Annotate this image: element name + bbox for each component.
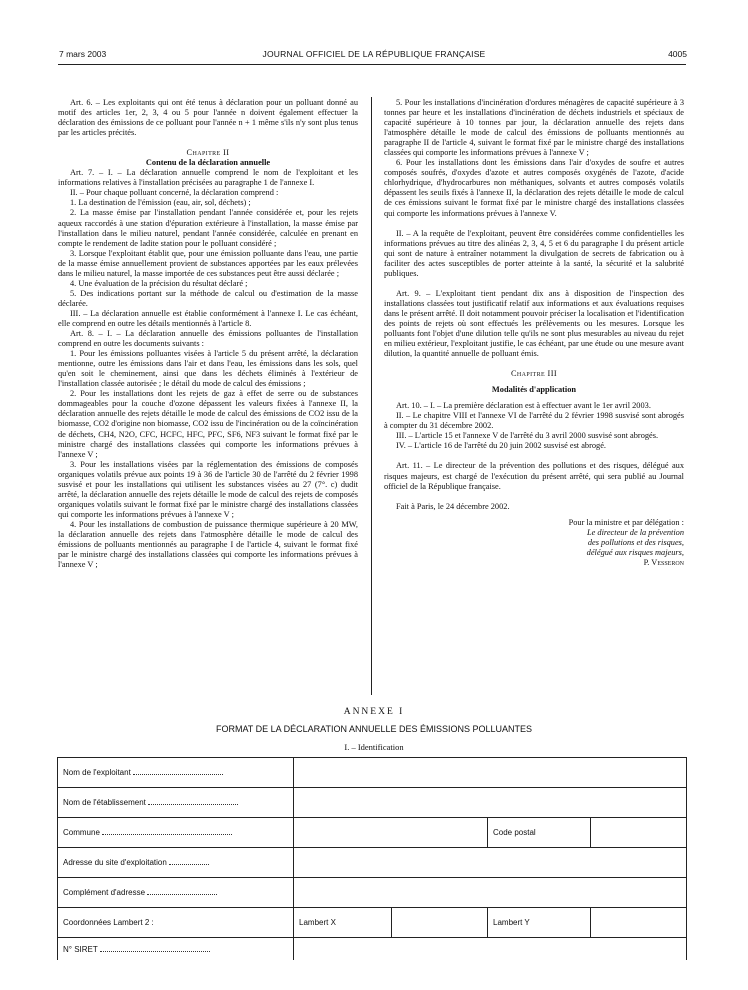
coordonnees-label: Coordonnées Lambert 2 : xyxy=(58,908,294,938)
article-10-iv: IV. – L'article 16 de l'arrêté du 20 juin 2002 susvisé est abrogé. xyxy=(396,441,607,451)
identification-form xyxy=(57,757,687,960)
article-8-i-6: 6. Pour les installations dont les émissions dans l'air d'oxydes de soufre et autres composés soufrés, d'oxydes d'azote et autres composés oxygénés de l'azote, d'acide chlorhydrique, d'hydrocarbures non méthaniques, solvants et autres composés volatils dépassent les seuils fixés à l'annexe II, la déclaration des rejets détaille le mode de calcul de ces émissions suivant le format fixé par le ministre chargé des installations classées qui comporte les informations prévues à l'annexe V. xyxy=(384,158,684,218)
article-11: Art. 11. – Le directeur de la prévention des pollutions et des risques, délégué aux risques majeurs, est chargé de l'exécution du présent arrêté, qui sera publié au Journal officiel de la République française. xyxy=(384,461,684,491)
siret-label: N° SIRET xyxy=(63,944,98,954)
signature-date: Fait à Paris, le 24 décembre 2002. xyxy=(396,501,510,511)
page-header xyxy=(0,49,748,63)
dotted-leader xyxy=(102,834,232,835)
siret-field[interactable] xyxy=(294,938,687,961)
adresse-site-label: Adresse du site d'exploitation xyxy=(63,858,167,867)
article-7-ii-5: 5. Des indications portant sur la méthode de calcul ou d'estimation de la masse déclarée. xyxy=(58,288,358,308)
chapter-3-title: Modalités d'application xyxy=(491,385,577,395)
page-number: 4005 xyxy=(668,49,687,59)
header-date: 7 mars 2003 xyxy=(59,49,107,59)
nom-etablissement-label: Nom de l'établissement xyxy=(63,798,146,807)
signature-name: P. Vesseron xyxy=(643,557,684,567)
article-8-i-1: 1. Pour les émissions polluantes visées à l'article 5 du présent arrêté, la déclaration mentionne, outre les émissions dans l'air et dans l'eau, les émissions dans les sols, quel qu'en soit le cheminement, ainsi que dans les déchets éliminés à l'extérieur de l'installation classée autorisée ; le détail du mode de calcul des émissions ; xyxy=(58,349,358,389)
dotted-leader xyxy=(169,864,209,865)
nom-etablissement-field[interactable] xyxy=(294,788,687,818)
commune-field[interactable] xyxy=(294,818,488,848)
form-row xyxy=(58,908,687,938)
signature-role-1: Le directeur de la prévention xyxy=(586,527,684,537)
form-label-cell xyxy=(58,848,294,878)
article-7-i: Art. 7. – I. – La déclaration annuelle comprend le nom de l'exploitant et les informations relatives à l'installation précisées au paragraphe 1 de l'annexe I. xyxy=(58,168,358,188)
form-row xyxy=(58,878,687,908)
dotted-leader xyxy=(133,774,223,775)
nom-exploitant-field[interactable] xyxy=(294,758,687,788)
article-8-i-3: 3. Pour les installations visées par la réglementation des émissions de composés organiques volatils prévue aux points 19 à 36 de l'article 30 de l'arrêté du 2 février 1998 susvisé et pour les installations qui utilisent les substances visées au 27 (7°. c) dudit arrêté, la déclaration annuelle des rejets détaille le mode de calcul des rejets de composés organiques volatils suivant le format fixé par le ministre chargé des installations classées qui comporte les informations prévues à l'annexe V ; xyxy=(58,459,358,519)
form-row xyxy=(58,818,687,848)
article-7-ii-3: 3. Lorsque l'exploitant établit que, pour une émission polluante dans l'eau, une partie de la masse émise annuellement provient de substances apportées par les eaux prélevées dans le milieu naturel, la masse importée de ces substances peut être aussi déclarée ; xyxy=(58,248,358,278)
dotted-leader xyxy=(147,894,217,895)
adresse-site-field[interactable] xyxy=(294,848,687,878)
right-column xyxy=(384,98,684,568)
chapter-3-heading: Chapitre III xyxy=(510,369,558,379)
form-row xyxy=(58,788,687,818)
form-label-cell xyxy=(58,818,294,848)
signature-role-2: des pollutions et des risques, xyxy=(587,537,684,547)
form-label-cell xyxy=(58,938,294,961)
commune-label: Commune xyxy=(63,828,100,837)
complement-adresse-label: Complément d'adresse xyxy=(63,888,146,897)
lambert-x-field[interactable] xyxy=(392,908,488,938)
dotted-leader xyxy=(100,951,210,952)
code-postal-label: Code postal xyxy=(488,818,591,848)
article-10-i: Art. 10. – I. – La première déclaration est à effectuer avant le 1er avril 2003. xyxy=(396,401,651,411)
article-8-i: Art. 8. – I. – La déclaration annuelle des émissions polluantes de l'installation comprend en outre les documents suivants : xyxy=(58,329,358,349)
lambert-y-label: Lambert Y xyxy=(488,908,591,938)
left-column xyxy=(58,98,358,570)
form-row xyxy=(58,848,687,878)
form-row xyxy=(58,938,687,961)
chapter-2-title: Contenu de la déclaration annuelle xyxy=(145,158,271,168)
annex-title: ANNEXE I xyxy=(343,707,405,717)
lambert-x-label: Lambert X xyxy=(294,908,392,938)
article-8-ii: II. – A la requête de l'exploitant, peuvent être considérées comme confidentielles les informations prévues au titre des alinéas 2, 3, 4, 5 et 6 du paragraphe I du présent article qui sont de nature à entraîner notamment la divulgation de secrets de fabrication ou à faciliter des actes susceptibles de porter atteinte à la santé, la sécurité et la salubrité publiques. xyxy=(384,228,684,278)
form-label-cell xyxy=(58,758,294,788)
article-10-iii: III. – L'article 15 et l'annexe V de l'arrêté du 3 avril 2000 susvisé sont abrogés. xyxy=(396,431,659,441)
article-8-i-4: 4. Pour les installations de combustion de puissance thermique supérieure à 20 MW, la déclaration annuelle des rejets dans l'atmosphère détaille le mode de calcul des émissions de polluants mentionnés au paragraphe I de l'article 4, suivant le format fixé par le ministre chargé des installations classées qui comporte les informations prévues à l'annexe V ; xyxy=(58,519,358,570)
article-10-ii: II. – Le chapitre VIII et l'annexe VI de l'arrêté du 2 février 1998 susvisé sont abrogés à compter du 31 décembre 2002. xyxy=(384,411,684,431)
article-7-iii: III. – La déclaration annuelle est établie conformément à l'annexe I. Le cas échéant, elle comprend en outre les détails mentionnés à l'article 8. xyxy=(58,308,358,328)
form-label-cell xyxy=(58,788,294,818)
article-7-ii-1: 1. La destination de l'émission (eau, air, sol, déchets) ; xyxy=(70,198,251,208)
journal-title: JOURNAL OFFICIEL DE LA RÉPUBLIQUE FRANÇAISE xyxy=(262,49,486,59)
article-7-ii-4: 4. Une évaluation de la précision du résultat déclaré ; xyxy=(70,278,248,288)
form-label-cell xyxy=(58,878,294,908)
article-9: Art. 9. – L'exploitant tient pendant dix ans à disposition de l'inspection des installations classées tout justificatif relatif aux informations et aux évaluations requises dans le présent arrêté. Il doit notamment pouvoir préciser la localisation et l'identification des points de rejets où sont effectués les prélèvements ou les mesures. Lorsque les polluants font l'objet d'une dilution telle qu'ils ne sont plus mesurables au niveau du rejet en milieu extérieur, l'exploitant justifie, le cas échéant, par une étude ou une mesure avant dilution, la quantité annuelle de polluant émis. xyxy=(384,288,684,359)
article-8-i-5: 5. Pour les installations d'incinération d'ordures ménagères de capacité supérieure à 3 tonnes par heure et les installations d'incinération de déchets industriels et spéciaux de capacité supérieure à 10 tonnes par jour, la déclaration annuelle des rejets dans l'atmosphère détaille le mode de calcul des émissions de polluants mentionnés au paragraphe II de l'article 4, suivant le format fixé par le ministre chargé des installations classées qui comporte les informations prévues à l'annexe V ; xyxy=(384,98,684,158)
article-7-ii: II. – Pour chaque polluant concerné, la déclaration comprend : xyxy=(70,188,279,198)
article-8-i-2: 2. Pour les installations dont les rejets de gaz à effet de serre ou de substances dommageables pour la couche d'ozone dépassent les valeurs fixées à l'annexe II, la déclaration annuelle des rejets détaille le mode de calcul des émissions de CO2 issu de la biomasse, CO2 d'origine non biomasse, CO2 issu de l'incinération ou de la coïncinération de déchets, CH4, N2O, CFC, HCFC, HFC, PFC, SF6, NF3 suivant le format fixé par le ministre chargé des installations classées qui comporte les informations prévues à l'annexe V ; xyxy=(58,389,358,459)
article-7-ii-2: 2. La masse émise par l'installation pendant l'année considérée et, pour les rejets aqueux raccordés à une station d'épuration extérieure à l'installation, la masse émise par l'installation dans le milieu naturel, pendant l'année considérée, calculée en prenant en compte le rendement de ladite station pour le polluant considéré ; xyxy=(58,208,358,248)
annex-section: I. – Identification xyxy=(344,742,404,752)
dotted-leader xyxy=(148,804,238,805)
article-6: Art. 6. – Les exploitants qui ont été tenus à déclaration pour un polluant donné au motif des articles 1er, 2, 3, 4 ou 5 pour l'année n doivent également effectuer la déclaration des émissions de ce polluant pour l'année n + 1 même s'ils n'y sont plus tenus par les articles précités. xyxy=(58,98,358,138)
annex-subtitle: FORMAT DE LA DÉCLARATION ANNUELLE DES ÉMISSIONS POLLUANTES xyxy=(215,724,533,734)
nom-exploitant-label: Nom de l'exploitant xyxy=(63,768,131,777)
chapter-2-heading: Chapitre II xyxy=(186,148,230,158)
column-divider xyxy=(371,97,372,695)
lambert-y-field[interactable] xyxy=(591,908,687,938)
signature-delegation: Pour la ministre et par délégation : xyxy=(568,517,684,527)
signature-role-3: délégué aux risques majeurs, xyxy=(586,547,684,557)
header-rule xyxy=(58,64,686,65)
form-row xyxy=(58,758,687,788)
code-postal-field[interactable] xyxy=(591,818,687,848)
complement-adresse-field[interactable] xyxy=(294,878,687,908)
